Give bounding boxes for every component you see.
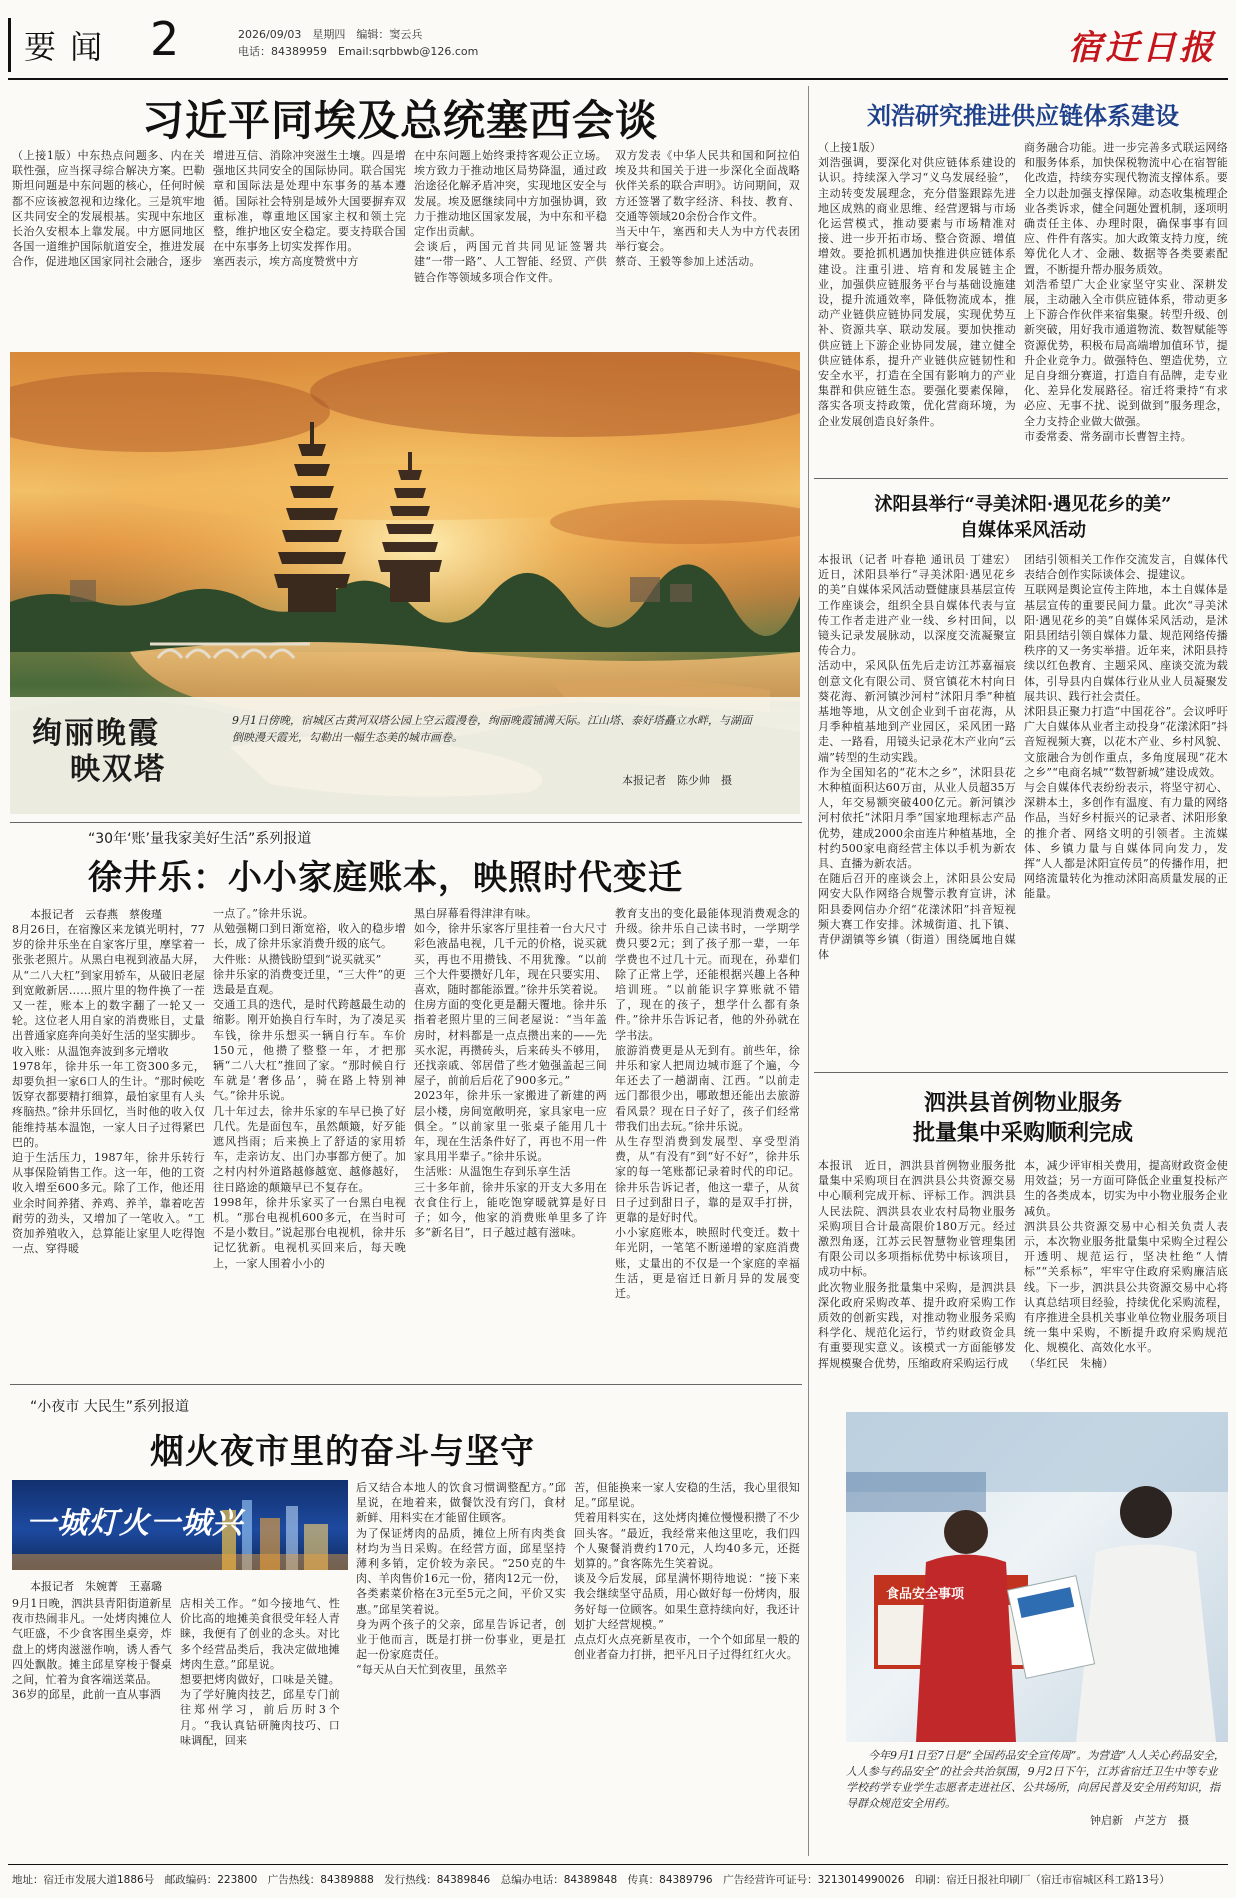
page-number: 2	[150, 12, 180, 66]
contact-line: 电话：84389959 Email:sqrbbwb@126.com	[238, 45, 479, 58]
sihong-col-2: 本，减少评审相关费用，提高财政资金使用效益；另一方面可降低企业重复投标产生的各类成本，切实为中小物业服务企业减负。 泗洪县公共资源交易中心相关负责人表示，本次物业服务批量集中采购全过程公开透明、规范运行，坚决杜绝“人情标”“关系标”，牢牢守住政府采购廉洁底线。下一步，泗洪县公共资源交易中心将认真总结项目经验，持续优化采购流程，有序推进全县机关事业单位物业服务项目统一集中采购，不断提升政府采购规范化、规模化、高效化水平。 （华红民 朱楠）	[1024, 1159, 1228, 1370]
drug-safety-photo	[846, 1412, 1228, 1742]
liu-col-1: （上接1版） 刘浩强调，要深化对供应链体系建设的认识。持续深入学习“义乌发展经验”，主动转变发展理念，充分借鉴跟踪先进地区成熟的商业思维、经营逻辑与市场化运营模式，推动要素与市场精准对接、进一步开拓市场、整合资源、增值增效。要抢抓机遇加快推进供应链体系建设。注重引进、培育和发展链主企业，加强供应链服务平台与基础设施建设，提升流通效率，降低物流成本，推动产业链供应链协同发展，实现优势互补、资源共享、联动发展。要加快推动供应链上下游企业协同发展，建立健全供应链体系，提升产业链供应链韧性和安全水平，打造在全国有影响力的产业集群和供应链生态。要强化要素保障，落实各项支持政策，优化营商环境，为企业发展创造良好条件。	[818, 141, 1016, 428]
photo-credit: 本报记者 陈少帅 摄	[622, 774, 732, 787]
photo-headline-line1: 绚丽晚霞	[32, 716, 160, 751]
lead-col-1: （上接1版）中东热点问题多、内在关联性强，应当探寻综合解决方案。巴勒斯坦问题是中东问题的核心，任何时候都不应该被忽视和边缘化。三是筑牢地区共同安全的发展根基。实现中东地区长治久安根本上靠发展。中方愿同地区各国一道维护国际航道安全，推进发展合作，促进地区国家同社会融合，逐步	[12, 149, 205, 269]
sihong-headline-2: 批量集中采购顺利完成	[912, 1120, 1133, 1146]
photo-headline-line2: 映双塔	[70, 752, 166, 787]
xu-col-4: 教育支出的变化最能体现消费观念的升级。徐井乐自己读书时，一学期学费只要2元；到了孩子那一辈，一年学费也不过几十元。而现在，孙辈们除了正常上学，还能根据兴趣上各种培训班。“以前能识字算账就不错了，现在的孩子，想学什么都有条件。”徐井乐告诉记者，他的外孙就在学书法。 旅游消费更是从无到有。前些年，徐井乐和家人把周边城市逛了个遍，今年还去了一趟湖南、江西。“以前走远门都很少出，哪敢想还能出去旅游看风景？现在日子好了，孩子们经常带我们出去玩。”徐井乐说。 从生存型消费到发展型、享受型消费，从“有没有”到“好不好”，徐井乐家的每一笔账都记录着时代的印记。徐井乐告诉记者，他这一辈子，从贫日子过到甜日子，靠的是双手打拼，更靠的是好时代。 小小家庭账本，映照时代变迁。数十年光阴，一笔笔不断递增的家庭消费账，丈量出的不仅是一个家庭的幸福生活，更是宿迁日新月异的发展变迁。	[615, 907, 800, 1301]
lead-col-3: 在中东问题上始终秉持客观公正立场。埃方致力于推动地区局势降温，通过政治途径化解矛盾冲突，实现地区安全与发展。埃及愿继续同中方加强协调，致力于推动地区国家发展，为中东和平稳定作出贡献。 会谈后，两国元首共同见证签署共建“一带一路”、人工智能、经贸、产供链合作等领域多项合作文件。	[414, 149, 607, 284]
paper-name-logo: 宿迁日报	[1068, 28, 1216, 68]
masthead	[0, 0, 1236, 86]
xu-headline: 徐井乐：小小家庭账本，映照时代变迁	[88, 858, 683, 898]
liu-col-2: 商务融合功能。进一步完善多式联运网络和服务体系，加快保税物流中心在宿智能化改造，持续夯实现代物流支撑体系。要全力以赴加强支撑保障。动态收集梳理企业各类诉求，健全问题处置机制，逐项明确责任主体、办理时限，确保事事有回应、件件有落实。加大政策支持力度，统筹优化人才、金融、数据等各类要素配置，不断提升帮办服务质效。 刘浩希望广大企业家坚守实业、深耕发展，主动融入全市供应链体系，带动更多上下游合作伙伴来宿集聚。转型升级、创新突破，用好我市通道物流、数智赋能等资源优势，积极布局高端增加值环节，提升企业竞争力。做强特色、塑造优势，立足自身细分赛道，打造自有品牌，走专业化、差异化发展路径。宿迁将秉持“有求必应、无事不扰、说到做到”服务理念，全力支持企业做大做强。 市委常委、常务副市长曹智主持。	[1024, 141, 1228, 443]
divider-photo-xu	[10, 822, 802, 823]
drug-photo-caption: 今年9月1日至7日是“全国药品安全宣传周”。为营造“人人关心药品安全，人人参与药品安全”的社会共治氛围，9月2日下午，江苏省宿迁卫生中等专业学校药学专业学生志愿者走进社区、公共场所，向居民普及安全用药知识，指导群众规范安全用药。	[846, 1749, 1225, 1810]
masthead-rule	[8, 78, 1228, 80]
shuyang-col-2: 团结引领相关工作作交流发言，自媒体代表结合创作实际谈体会、提建议。 互联网是舆论宣传主阵地，本土自媒体是基层宣传的重要民间力量。此次“寻美沭阳·遇见花乡的美”自媒体采风活动，是沭阳县团结引领自媒体力量、规范网络传播秩序的又一务实举措。近年来，沭阳县持续以红色教育、主题采风、座谈交流为载体，引导县内自媒体行业从业人员凝聚发展共识、践行社会责任。 沭阳县正聚力打造“中国花谷”。会议呼吁广大自媒体从业者主动投身“花漾沭阳”抖音短视频大赛，以花木产业、乡村风貌、文旅融合为创作重点，多角度展现“花木之乡”“电商名城”“数智新城”建设成效。 与会自媒体代表纷纷表示，将坚守初心、深耕本土，多创作有温度、有力量的网络作品，当好乡村振兴的记录者、沭阳形象的推介者、网络文明的引领者。主流媒体、乡镇力量与自媒体同向发力，发挥“人人都是沭阳宣传员”的传播作用，把网络流量转化为推动沭阳高质量发展的正能量。	[1024, 553, 1228, 901]
lead-col-4: 双方发表《中华人民共和国和阿拉伯埃及共和国关于进一步深化全面战略伙伴关系的联合声明》。访问期间，双方还签署了数字经济、科技、教育、交通等领域20余份合作文件。 当天中午，塞西和夫人为中方代表团举行宴会。 蔡奇、王毅等参加上述活动。	[615, 149, 800, 269]
right-column-divider	[808, 86, 809, 1856]
xu-byline: 本报记者 云春燕 蔡俊瑾	[30, 908, 162, 921]
xu-col-3: 黑白屏幕看得津津有味。 如今，徐井乐家客厅里挂着一台大尺寸彩色液晶电视，几千元的价格，说买就买，再也不用攒钱、不用犹豫。“以前三个大件要攒好几年，现在只要实用、喜欢，随时都能添置。”徐井乐笑着说。 住房方面的变化更是翻天覆地。徐井乐指着老照片里的三间老屋说：“当年盖房时，材料都是一点点攒出来的——先买水泥，再攒砖头，后来砖头不够用，还找亲戚、邻居借了些才勉强盖起三间屋子，前前后后花了900多元。” 2023年，徐井乐一家搬进了新建的两层小楼，房间宽敞明亮，家具家电一应俱全。“以前家里一张桌子能用几十年，现在生活条件好了，再也不用一件家具用半辈子。”徐井乐说。 生活账：从温饱生存到乐享生活 三十多年前，徐井乐家的开支大多用在衣食住行上，能吃饱穿暖就算是好日子；如今，他家的消费账单里多了许多“新名目”，日子越过越有滋味。	[414, 907, 607, 1240]
xu-series: “30年‘账’量我家美好生活”系列报道	[88, 831, 312, 847]
divider-xu-night	[10, 1384, 802, 1385]
night-col-2: 店相关工作。“如今接地气、性价比高的地摊美食很受年轻人青睐，我便有了创业的念头。对比多个经营品类后，我决定做地摊烤肉生意。”邱星说。 想要把烤肉做好，口味是关键。为了学好腌肉技艺，邱星专门前往郑州学习，前后历时3个月。“我认真钻研腌肉技巧、口味调配，回来	[180, 1597, 340, 1747]
night-col-4: 苦，但能换来一家人安稳的生活，我心里很知足。”邱星说。 凭着用料实在，这处烤肉摊位慢慢积攒了不少回头客。“最近，我经常来他这里吃，我们四个人聚餐消费约170元，人均40多元，还挺划算的。”食客陈先生笑着说。 谈及今后发展，邱星满怀期待地说：“接下来我会继续坚守品质，用心做好每一份烤肉，服务好每一位顾客。如果生意持续向好，我还计划扩大经营规模。” 点点灯火点亮新星夜市，一个个如邱星一般的创业者奋力打拼，把平凡日子过得红红火火。	[574, 1481, 800, 1662]
night-banner	[12, 1480, 348, 1570]
masthead-left-bar	[8, 18, 11, 72]
photo-drug-scene	[846, 1412, 1228, 1742]
footer-rule	[8, 1864, 1228, 1865]
xu-col-2: 一点了。”徐井乐说。 从勉强糊口到日渐宽裕，收入的稳步增长，成了徐井乐家消费升级的底气。 大件账：从攒钱盼望到“说买就买” 徐井乐家的消费变迁里，“三大件”的更迭最是直观。 交通工具的迭代，是时代跨越最生动的缩影。刚开始换自行车时，为了凑足买车钱，徐井乐想买一辆自行车。车价150元，他攒了整整一年，才把那辆“二八大杠”推回了家。“那时候自行车就是‘奢侈品’，骑在路上特别神气。”徐井乐说。 几十年过去，徐井乐家的车早已换了好几代。先是面包车，虽然颠簸，好歹能遮风挡雨；后来换上了舒适的家用轿车，走亲访友、出门办事都方便了。加之村内村外道路越修越宽、越修越好，往日路途的颠簸早已不复存在。 1998年，徐井乐家买了一台黑白电视机。“那台电视机600多元，在当时可不是小数目。”说起那台电视机，徐井乐记忆犹新。电视机买回来后，每天晚上，一家人围着小小的	[213, 907, 406, 1270]
lead-col-2: 增进互信、消除冲突滋生土壤。四是增强地区共同安全的国际协同。联合国宪章和国际法是处理中东事务的基本遵循。国际社会特别是域外大国要摒弃双重标准，尊重地区国家主权和领土完整，维护地区安全稳定。要支持联合国在中东事务上切实发挥作用。 塞西表示，埃方高度赞赏中方	[213, 149, 406, 269]
footer-info: 地址：宿迁市发展大道1886号 邮政编码：223800 广告热线：84389888 发行热线：84389846 总编办电话：84389848 传真：84389796 广告经营许可证号：3213014990026 印刷：宿迁日报社印刷厂（宿迁市宿城区科工路13号）	[12, 1874, 1170, 1886]
divider-liu-shuyang	[814, 478, 1228, 479]
night-col-3: 后又结合本地人的饮食习惯调整配方。”邱星说，在地着来，做餐饮没有窍门，食材新鲜、用料实在才能留住顾客。 为了保证烤肉的品质，摊位上所有肉类食材均为当日采购。在经营方面，邱星坚持薄利多销，定价较为亲民。“250克的牛肉、羊肉售价16元一份，猪肉12元一份，各类素菜价格在3元至5元之间，平价又实惠。”邱星笑着说。 身为两个孩子的父亲，邱星告诉记者，创业于他而言，既是打拼一份事业，更是扛起一份家庭责任。 “每天从白天忙到夜里，虽然辛	[356, 1481, 566, 1677]
section-label: 要 闻	[24, 28, 105, 66]
drug-photo-credit: 钟启新 卢芝方 摄	[1090, 1814, 1189, 1827]
night-col-1: 9月1日晚，泗洪县青阳街道新星夜市热闹非凡。一处烤肉摊位人气旺盛，不少食客围坐桌旁，炸盘上的烤肉滋滋作响，诱人香气四处飘散。摊主邱星穿梭于餐桌之间，忙着为食客端送菜品。 36岁的邱星，此前一直从事酒	[12, 1597, 172, 1702]
liu-headline: 刘浩研究推进供应链体系建设	[867, 101, 1179, 130]
night-series: “小夜市 大民生”系列报道	[30, 1399, 189, 1415]
drug-sign-text: 食品安全事项	[886, 1587, 965, 1602]
divider-shuyang-sihong	[814, 1072, 1228, 1073]
night-byline: 本报记者 朱婉菁 王嘉璐	[30, 1580, 162, 1593]
sihong-headline-1: 泗洪县首例物业服务	[923, 1090, 1122, 1116]
shuyang-headline-1: 沭阳县举行“寻美沭阳·遇见花乡的美”	[874, 494, 1172, 515]
sihong-col-1: 本报讯 近日，泗洪县首例物业服务批量集中采购项目在泗洪县公共资源交易中心顺利完成开标、评标工作。泗洪县人民法院、泗洪县农业农村局物业服务采购项目合计最高限价180万元。经过激烈角逐，江苏云民智慧物业管理集团有限公司以多项指标优势中标该项目，成功中标。 此次物业服务批量集中采购，是泗洪县深化政府采购改革、提升政府采购工作质效的创新实践，对推动物业服务采购科学化、规范化运行，节约财政资金具有重要现实意义。该模式一方面能够发挥规模聚合优势，压缩政府采购运行成	[818, 1159, 1016, 1370]
night-banner-text: 一城灯火一城兴	[26, 1506, 243, 1541]
shuyang-col-1: 本报讯（记者 叶春艳 通讯员 丁建宏）近日，沭阳县举行“寻美沭阳·遇见花乡的美”自媒体采风活动暨健康县基层宣传工作座谈会，组织全县自媒体代表与宣传工作者走进产业一线、乡村田间，以镜头记录发展脉动，以深度交流凝聚宣传合力。 活动中，采风队伍先后走访江苏嘉福宸创意文化有限公司、贤官镇花木村向日葵花海、新河镇沙河村“沭阳月季”种植基地等地，从文创企业到千亩花海，从月季种植基地到产业园区，采风团一路走、一路看，用镜头记录花木产业向“云端”转型的生动实践。 作为全国知名的“花木之乡”，沭阳县花木种植面积达60万亩，从业人员超35万人，年交易额突破400亿元。新河镇沙河村依托“沭阳月季”国家地理标志产品优势，建成2000余亩连片种植基地，全村约500家电商经营主体以手机为新农具、直播为新农活。 在随后召开的座谈会上，沭阳县公安局网安大队作网络合规警示教育宣讲，沭阳县委网信办介绍“花漾沭阳”抖音短视频大赛工作安排。沭城街道、扎下镇、青伊湖镇等乡镇（街道）围绕属地自媒体	[818, 553, 1016, 962]
twin-pagoda-photo	[10, 352, 800, 814]
photo-caption: 9月1日傍晚，宿城区古黄河双塔公园上空云霞漫卷，绚丽晚霞铺满天际。江山塔、泰好塔矗立水畔，与湖面倒映漫天霞光，勾勒出一幅生态美的城市画卷。	[232, 714, 752, 744]
xu-col-1: 8月26日，在宿豫区来龙镇光明村，77岁的徐井乐坐在自家客厅里，摩挲着一张张老照片。从黑白电视到液晶大屏，从“二八大杠”到家用轿车，从破旧老屋到宽敞新居……照片里的物件换了一茬又一茬，账本上的数字翻了一轮又一轮。这位老人用自家的消费账目，丈量出普通家庭奔向美好生活的坚实脚步。 收入账：从温饱奔波到多元增收 1978年，徐井乐一年工资300多元，却要负担一家6口人的生计。“那时候吃饭穿衣都要精打细算，最怕家里有人头疼脑热。”徐井乐回忆，当时他的收入仅能维持基本温饱，一家人日子过得紧巴巴的。 迫于生活压力，1987年，徐井乐转行从事保险销售工作。这一年，他的工资收入增至600多元。除了工作，他还用业余时间养猪、养鸡、养羊，靠着吃苦耐劳的劲头，又增加了一笔收入。“工资加养殖收入，总算能让家里人吃得饱一点、穿得暖	[12, 923, 205, 1256]
lead-headline: 习近平同埃及总统塞西会谈	[141, 96, 658, 145]
night-headline: 烟火夜市里的奋斗与坚守	[150, 1432, 535, 1472]
date-line: 2026/09/03 星期四 编辑：窦云兵	[238, 28, 423, 41]
shuyang-headline-2: 自媒体采风活动	[960, 520, 1086, 541]
